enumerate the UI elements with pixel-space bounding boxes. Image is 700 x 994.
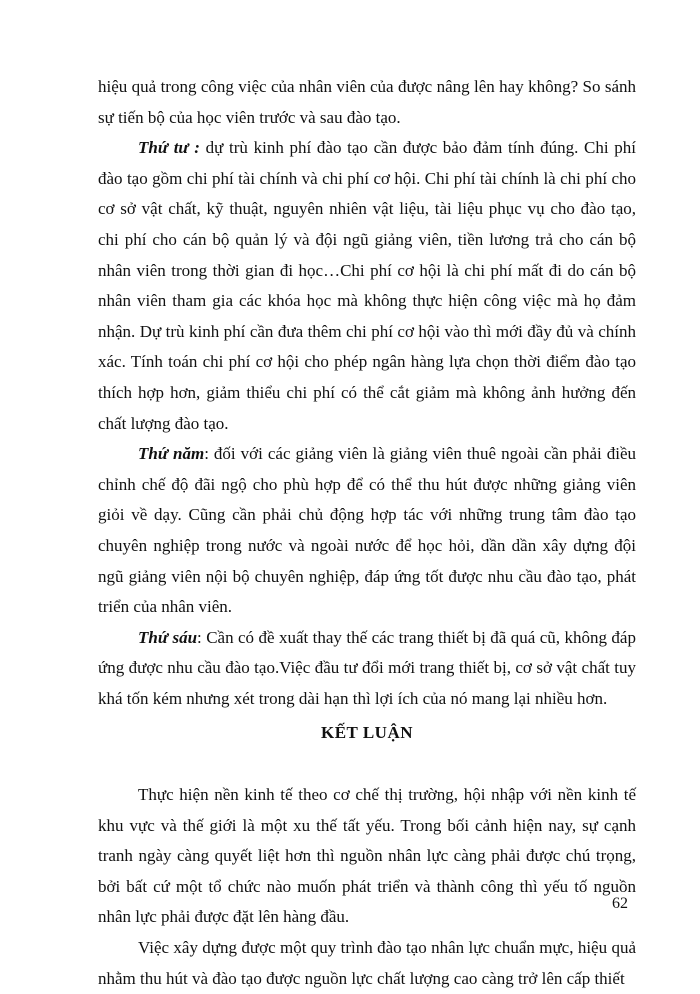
section-heading-ket-luan: KẾT LUẬN xyxy=(320,723,413,743)
paragraph-conclusion-2: Việc xây dựng được một quy trình đào tạo nhân lực chuẩn mực, hiệu quả nhằm thu hút và đào tạo được nguồn lực chất lượng cao càng trở lên cấp thiết xyxy=(98,938,636,988)
paragraph-lead-thu-tu: Thứ tư : xyxy=(138,138,200,158)
paragraph-text-thu-tu: dự trù kinh phí đào tạo cần được bảo đảm tính đúng. Chi phí đào tạo gồm chi phí tài chính và chi phí cơ hội. Chi phí tài chính là chi phí cho cơ sở vật chất, kỹ thuật, nguyên nhiên vật liệu, tài liệu phục vụ cho đào tạo, chi phí cho cán bộ quản lý và đội ngũ giảng viên, tiền lương trả cho cán bộ nhân viên trong thời gian đi học…Chi phí cơ hội là chi phí mất đi do cán bộ nhân viên tham gia các khóa học mà không thực hiện công việc mà họ đảm nhận. Dự trù kinh phí cần đưa thêm chi phí cơ hội vào thì mới đầy đủ và chính xác. Tính toán chi phí cơ hội cho phép ngân hàng lựa chọn thời điểm đào tạo thích hợp hơn, giảm thiểu chi phí có thể cắt giảm mà không ảnh hưởng đến chất lượng đào tạo. xyxy=(98,138,637,433)
paragraph-continuation: hiệu quả trong công việc của nhân viên của được nâng lên hay không? So sánh sự tiến bộ của học viên trước và sau đào tạo. xyxy=(98,77,636,127)
paragraph-thu-sau xyxy=(98,623,636,715)
paragraph-thu-nam xyxy=(98,439,636,623)
paragraph-conclusion-1: Thực hiện nền kinh tế theo cơ chế thị trường, hội nhập với nền kinh tế khu vực và thế giới là một xu thế tất yếu. Trong bối cảnh hiện nay, sự cạnh tranh ngày càng quyết liệt hơn thì nguồn nhân lực càng phải được chú trọng, bởi bất cứ một tổ chức nào muốn phát triển và thành công thì yếu tố nguồn nhân lực phải được đặt lên hàng đầu. xyxy=(98,785,636,927)
paragraph-thu-tu xyxy=(98,133,636,439)
paragraph-text-thu-nam: : đối với các giảng viên là giảng viên thuê ngoài cần phải điều chỉnh chế độ đãi ngộ cho phù hợp để có thể thu hút được những giảng viên giỏi về dạy. Cũng cần phải chủ động hợp tác với những trung tâm đào tạo chuyên nghiệp trong nước và ngoài nước để học hỏi, dần dần xây dựng đội ngũ giảng viên nội bộ chuyên nghiệp, đáp ứng tốt được nhu cầu đào tạo, phát triển của nhân viên. xyxy=(98,444,636,617)
paragraph-lead-thu-sau: Thứ sáu xyxy=(138,627,198,647)
paragraph-lead-thu-nam: Thứ năm xyxy=(138,444,205,464)
paragraph-text-thu-sau: : Cần có đề xuất thay thế các trang thiết bị đã quá cũ, không đáp ứng được nhu cầu đào tạo.Việc đầu tư đổi mới trang thiết bị, cơ sở vật chất tuy khá tốn kém nhưng xét trong dài hạn thì lợi ích của nó mang lại nhiều hơn. xyxy=(98,627,636,708)
page-body xyxy=(98,72,636,994)
page-number: 62 xyxy=(612,895,628,912)
